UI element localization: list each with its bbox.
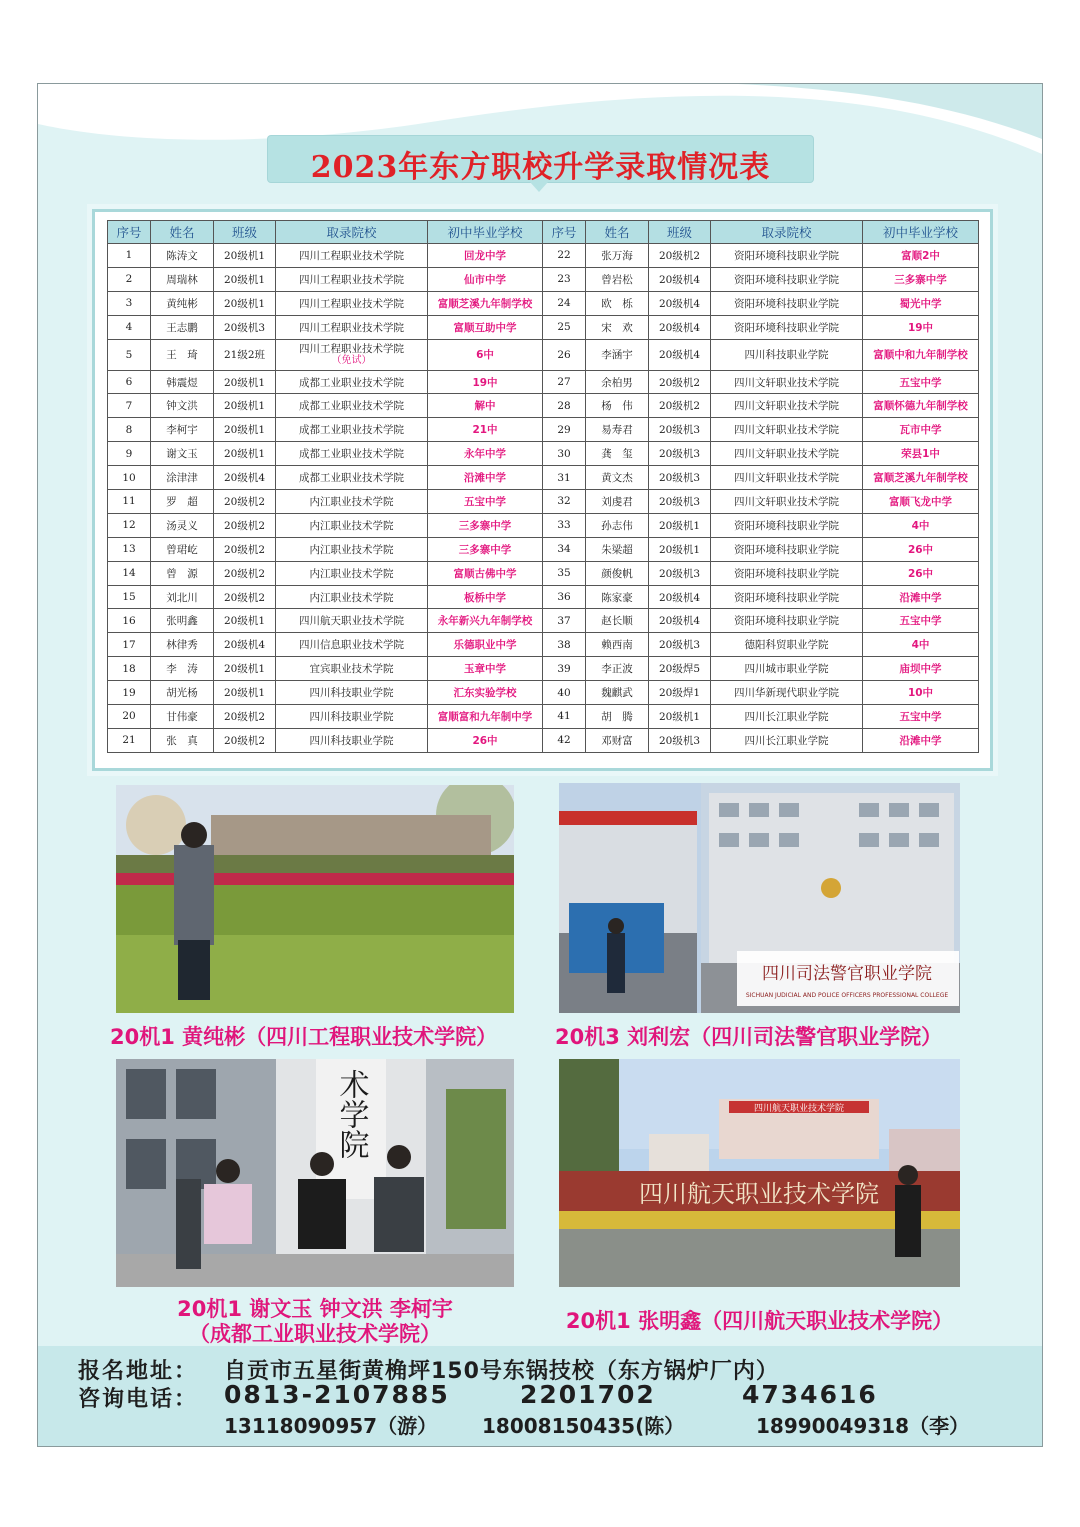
cell-name: 汤灵义	[151, 513, 214, 537]
cell-seq: 15	[108, 585, 151, 609]
cell-seq: 1	[108, 244, 151, 268]
cell-school: 荣县1中	[863, 442, 979, 466]
exam-free-note: （免试）	[331, 355, 372, 367]
cell-seq: 17	[108, 633, 151, 657]
cell-school: 26中	[428, 728, 543, 752]
cell-name: 魏麒武	[586, 681, 649, 705]
cell-name: 刘北川	[151, 585, 214, 609]
cell-name: 胡光杨	[151, 681, 214, 705]
cell-college: 内江职业技术学院	[276, 561, 428, 585]
cell-college: 成都工业职业技术学院	[276, 394, 428, 418]
caption-3b: （成都工业职业技术学院）	[189, 1322, 441, 1346]
cell-school: 五宝中学	[428, 490, 543, 514]
table-row	[108, 513, 979, 537]
p2-sign: 四川司法警官职业学院	[762, 964, 932, 984]
cell-seq: 36	[543, 585, 586, 609]
mobile-3: 18990049318（李）	[756, 1414, 970, 1438]
cell-seq: 37	[543, 609, 586, 633]
table-row	[108, 370, 979, 394]
table-row	[108, 315, 979, 339]
cell-school: 26中	[863, 561, 979, 585]
cell-seq: 31	[543, 466, 586, 490]
phone-3: 4734616	[742, 1380, 878, 1409]
page-title: 2023年东方职校升学录取情况表	[310, 150, 771, 185]
mobile-1: 13118090957（游）	[224, 1414, 438, 1438]
cell-school: 富顺芝溪九年制学校	[863, 466, 979, 490]
cell-seq: 20	[108, 705, 151, 729]
cell-school: 乐德职业中学	[428, 633, 543, 657]
cell-seq: 22	[543, 244, 586, 268]
cell-class: 20级机1	[214, 394, 276, 418]
cell-school: 富顺古佛中学	[428, 561, 543, 585]
cell-name: 黄纯彬	[151, 291, 214, 315]
cell-name: 孙志伟	[586, 513, 649, 537]
cell-college: 成都工业职业技术学院	[276, 370, 428, 394]
cell-class: 20级机4	[214, 633, 276, 657]
phone-1: 0813-2107885	[224, 1380, 450, 1409]
cell-school: 解中	[428, 394, 543, 418]
cell-seq: 23	[543, 267, 586, 291]
table-row	[108, 609, 979, 633]
cell-college: 四川华新现代职业学院	[711, 681, 863, 705]
cell-college	[276, 339, 428, 370]
col-seq: 序号	[543, 221, 586, 244]
title-banner	[268, 136, 813, 185]
cell-school: 永年新兴九年制学校	[428, 609, 543, 633]
table-row	[108, 561, 979, 585]
cell-school: 五宝中学	[863, 705, 979, 729]
cell-college: 四川文轩职业技术学院	[711, 418, 863, 442]
cell-name: 钟文洪	[151, 394, 214, 418]
cell-name: 张明鑫	[151, 609, 214, 633]
cell-seq: 26	[543, 339, 586, 370]
cell-class: 20级机4	[649, 585, 711, 609]
address-label: 报名地址：	[78, 1359, 199, 1384]
cell-college: 内江职业技术学院	[276, 490, 428, 514]
col-class: 班级	[214, 221, 276, 244]
cell-college: 四川文轩职业技术学院	[711, 466, 863, 490]
cell-class: 20级机3	[649, 442, 711, 466]
cell-college: 资阳环境科技职业学院	[711, 315, 863, 339]
cell-school: 蜀光中学	[863, 291, 979, 315]
cell-class: 20级机2	[649, 244, 711, 268]
cell-school: 汇东实验学校	[428, 681, 543, 705]
cell-name: 张万海	[586, 244, 649, 268]
cell-class: 20级机1	[214, 609, 276, 633]
admission-table	[107, 220, 979, 753]
cell-college: 四川城市职业学院	[711, 657, 863, 681]
cell-college: 四川科技职业学院	[276, 681, 428, 705]
cell-college: 四川工程职业技术学院	[276, 291, 428, 315]
cell-name: 曾 源	[151, 561, 214, 585]
cell-class: 20级机1	[214, 244, 276, 268]
cell-seq: 27	[543, 370, 586, 394]
cell-seq: 40	[543, 681, 586, 705]
cell-seq: 35	[543, 561, 586, 585]
cell-college: 四川科技职业学院	[276, 728, 428, 752]
cell-name: 杨 伟	[586, 394, 649, 418]
table-row	[108, 339, 979, 370]
cell-class: 20级机4	[649, 339, 711, 370]
cell-seq: 2	[108, 267, 151, 291]
cell-name: 林律秀	[151, 633, 214, 657]
col-name: 姓名	[586, 221, 649, 244]
cell-class: 20级机1	[214, 370, 276, 394]
cell-name: 李柯宇	[151, 418, 214, 442]
cell-name: 易寿君	[586, 418, 649, 442]
cell-seq: 34	[543, 537, 586, 561]
table-row	[108, 633, 979, 657]
cell-name: 王 琦	[151, 339, 214, 370]
photo-liu-lihong	[559, 783, 960, 1013]
cell-school: 富顺怀德九年制学校	[863, 394, 979, 418]
cell-class: 20级机4	[649, 267, 711, 291]
footer-contact	[38, 1346, 1042, 1446]
cell-college: 四川文轩职业技术学院	[711, 394, 863, 418]
cell-college: 四川工程职业技术学院	[276, 315, 428, 339]
cell-name: 韩震煜	[151, 370, 214, 394]
cell-school: 沿滩中学	[863, 585, 979, 609]
cell-college: 内江职业技术学院	[276, 513, 428, 537]
cell-class: 20级机3	[214, 315, 276, 339]
cell-name: 周瑞林	[151, 267, 214, 291]
cell-seq: 21	[108, 728, 151, 752]
cell-college: 资阳环境科技职业学院	[711, 561, 863, 585]
table-row	[108, 490, 979, 514]
cell-school: 庙坝中学	[863, 657, 979, 681]
cell-college: 资阳环境科技职业学院	[711, 585, 863, 609]
table-row	[108, 728, 979, 752]
cell-name: 王志鹏	[151, 315, 214, 339]
cell-class: 20级机2	[649, 370, 711, 394]
cell-class: 20级机1	[214, 681, 276, 705]
cell-school: 玉章中学	[428, 657, 543, 681]
cell-college: 资阳环境科技职业学院	[711, 537, 863, 561]
cell-class: 20级机2	[214, 728, 276, 752]
cell-class: 20级机3	[649, 490, 711, 514]
table-row	[108, 585, 979, 609]
photo-huang-chunbin	[116, 785, 514, 1013]
phone-2: 2201702	[520, 1380, 656, 1409]
cell-school: 仙市中学	[428, 267, 543, 291]
cell-college: 四川长江职业学院	[711, 705, 863, 729]
cell-name: 陈家豪	[586, 585, 649, 609]
photo-zhang-mingxin	[559, 1059, 960, 1287]
cell-school: 富顺2中	[863, 244, 979, 268]
table-row	[108, 418, 979, 442]
table-row	[108, 681, 979, 705]
cell-class: 21级2班	[214, 339, 276, 370]
caption-3a: 20机1 谢文玉 钟文洪 李柯宇	[177, 1297, 453, 1321]
photo-xie-zhong-li	[116, 1059, 514, 1287]
cell-school: 富顺富和九年制中学	[428, 705, 543, 729]
cell-school: 富顺互助中学	[428, 315, 543, 339]
cell-college: 四川科技职业学院	[711, 339, 863, 370]
col-college: 取录院校	[711, 221, 863, 244]
cell-school: 三多寨中学	[863, 267, 979, 291]
table-row	[108, 291, 979, 315]
cell-name: 甘伟豪	[151, 705, 214, 729]
cell-class: 20级机1	[214, 657, 276, 681]
cell-college: 成都工业职业技术学院	[276, 442, 428, 466]
cell-seq: 5	[108, 339, 151, 370]
col-school: 初中毕业学校	[863, 221, 979, 244]
cell-college: 资阳环境科技职业学院	[711, 513, 863, 537]
cell-class: 20级机4	[649, 609, 711, 633]
cell-seq: 42	[543, 728, 586, 752]
cell-seq: 16	[108, 609, 151, 633]
cell-class: 20级机2	[214, 561, 276, 585]
cell-college: 内江职业技术学院	[276, 585, 428, 609]
caption-1: 20机1 黄纯彬（四川工程职业技术学院）	[110, 1025, 498, 1049]
cell-school: 4中	[863, 633, 979, 657]
cell-school: 五宝中学	[863, 370, 979, 394]
p4-sign: 四川航天职业技术学院	[639, 1180, 879, 1208]
cell-class: 20级机2	[214, 537, 276, 561]
cell-college: 四川文轩职业技术学院	[711, 490, 863, 514]
cell-college: 成都工业职业技术学院	[276, 466, 428, 490]
cell-class: 20级机4	[649, 315, 711, 339]
cell-college: 资阳环境科技职业学院	[711, 244, 863, 268]
table-row	[108, 442, 979, 466]
cell-class: 20级机4	[649, 291, 711, 315]
cell-name: 刘虔君	[586, 490, 649, 514]
cell-name: 李正波	[586, 657, 649, 681]
cell-name: 颜俊帆	[586, 561, 649, 585]
cell-seq: 6	[108, 370, 151, 394]
cell-class: 20级机1	[214, 418, 276, 442]
cell-name: 陈涛文	[151, 244, 214, 268]
cell-college: 德阳科贸职业学院	[711, 633, 863, 657]
cell-college: 四川文轩职业技术学院	[711, 370, 863, 394]
table-row	[108, 537, 979, 561]
cell-seq: 24	[543, 291, 586, 315]
cell-seq: 9	[108, 442, 151, 466]
cell-school: 19中	[428, 370, 543, 394]
cell-name: 胡 腾	[586, 705, 649, 729]
cell-school: 6中	[428, 339, 543, 370]
cell-school: 4中	[863, 513, 979, 537]
cell-college: 四川文轩职业技术学院	[711, 442, 863, 466]
cell-seq: 8	[108, 418, 151, 442]
cell-school: 26中	[863, 537, 979, 561]
cell-school: 回龙中学	[428, 244, 543, 268]
cell-name: 谢文玉	[151, 442, 214, 466]
cell-college: 四川航天职业技术学院	[276, 609, 428, 633]
cell-name: 余柏男	[586, 370, 649, 394]
cell-seq: 25	[543, 315, 586, 339]
cell-name: 邓财富	[586, 728, 649, 752]
col-seq: 序号	[108, 221, 151, 244]
cell-school: 瓦市中学	[863, 418, 979, 442]
col-name: 姓名	[151, 221, 214, 244]
cell-seq: 28	[543, 394, 586, 418]
cell-name: 赵长顺	[586, 609, 649, 633]
cell-name: 张 真	[151, 728, 214, 752]
cell-school: 沿滩中学	[863, 728, 979, 752]
cell-college: 四川长江职业学院	[711, 728, 863, 752]
cell-class: 20级机1	[649, 513, 711, 537]
cell-college: 成都工业职业技术学院	[276, 418, 428, 442]
cell-school: 板桥中学	[428, 585, 543, 609]
cell-seq: 10	[108, 466, 151, 490]
cell-name: 宋 欢	[586, 315, 649, 339]
cell-class: 20级机3	[649, 633, 711, 657]
cell-seq: 13	[108, 537, 151, 561]
cell-name: 曾岩松	[586, 267, 649, 291]
cell-class: 20级机1	[214, 267, 276, 291]
table-row	[108, 657, 979, 681]
cell-seq: 19	[108, 681, 151, 705]
cell-seq: 33	[543, 513, 586, 537]
cell-school: 三多寨中学	[428, 537, 543, 561]
cell-class: 20级机2	[214, 585, 276, 609]
cell-seq: 32	[543, 490, 586, 514]
cell-seq: 38	[543, 633, 586, 657]
cell-college: 内江职业技术学院	[276, 537, 428, 561]
cell-name: 曾珺屹	[151, 537, 214, 561]
phone-label: 咨询电话：	[78, 1387, 199, 1412]
cell-class: 20级机1	[649, 705, 711, 729]
cell-seq: 3	[108, 291, 151, 315]
cell-school: 富顺中和九年制学校	[863, 339, 979, 370]
cell-college: 四川工程职业技术学院	[276, 267, 428, 291]
cell-class: 20级机2	[649, 394, 711, 418]
cell-class: 20级机4	[214, 466, 276, 490]
col-class: 班级	[649, 221, 711, 244]
cell-class: 20级机3	[649, 418, 711, 442]
cell-class: 20级焊1	[649, 681, 711, 705]
cell-seq: 30	[543, 442, 586, 466]
p2-sign-en: SICHUAN JUDICIAL AND POLICE OFFICERS PROFESSIONAL COLLEGE	[745, 992, 949, 999]
cell-college: 资阳环境科技职业学院	[711, 267, 863, 291]
col-school: 初中毕业学校	[428, 221, 543, 244]
cell-seq: 18	[108, 657, 151, 681]
cell-college: 四川科技职业学院	[276, 705, 428, 729]
cell-school: 10中	[863, 681, 979, 705]
table-row	[108, 705, 979, 729]
cell-class: 20级机3	[649, 561, 711, 585]
cell-name: 龚 玺	[586, 442, 649, 466]
cell-seq: 4	[108, 315, 151, 339]
cell-name: 罗 超	[151, 490, 214, 514]
p4-top: 四川航天职业技术学院	[753, 1104, 845, 1114]
cell-class: 20级机3	[649, 466, 711, 490]
col-college: 取录院校	[276, 221, 428, 244]
cell-seq: 39	[543, 657, 586, 681]
cell-college: 资阳环境科技职业学院	[711, 291, 863, 315]
cell-college: 宜宾职业技术学院	[276, 657, 428, 681]
cell-class: 20级机2	[214, 705, 276, 729]
cell-name: 李涵宇	[586, 339, 649, 370]
p3-sign: 术学院	[333, 1069, 369, 1159]
cell-school: 19中	[863, 315, 979, 339]
caption-4: 20机1 张明鑫（四川航天职业技术学院）	[565, 1309, 954, 1333]
cell-college: 资阳环境科技职业学院	[711, 609, 863, 633]
cell-college: 四川工程职业技术学院	[276, 244, 428, 268]
cell-college: 四川信息职业技术学院	[276, 633, 428, 657]
cell-school: 21中	[428, 418, 543, 442]
cell-name: 欧 栎	[586, 291, 649, 315]
cell-school: 三多寨中学	[428, 513, 543, 537]
cell-class: 20级机1	[214, 291, 276, 315]
caption-2: 20机3 刘利宏（四川司法警官职业学院）	[555, 1025, 943, 1049]
cell-class: 20级机3	[649, 728, 711, 752]
poster	[37, 83, 1043, 1447]
cell-seq: 41	[543, 705, 586, 729]
table-header-row	[108, 221, 979, 244]
mobile-2: 18008150435(陈）	[482, 1414, 685, 1438]
cell-seq: 29	[543, 418, 586, 442]
cell-school: 沿滩中学	[428, 466, 543, 490]
table-row	[108, 267, 979, 291]
cell-name: 朱梁超	[586, 537, 649, 561]
cell-class: 20级焊5	[649, 657, 711, 681]
cell-class: 20级机1	[214, 442, 276, 466]
cell-school: 富顺芝溪九年制学校	[428, 291, 543, 315]
cell-name: 涂津津	[151, 466, 214, 490]
table-row	[108, 394, 979, 418]
cell-class: 20级机1	[649, 537, 711, 561]
cell-school: 五宝中学	[863, 609, 979, 633]
table-row	[108, 466, 979, 490]
cell-name: 黄文杰	[586, 466, 649, 490]
cell-name: 李 涛	[151, 657, 214, 681]
cell-class: 20级机2	[214, 513, 276, 537]
cell-school: 富顺飞龙中学	[863, 490, 979, 514]
cell-name: 赖西南	[586, 633, 649, 657]
cell-seq: 12	[108, 513, 151, 537]
table-row	[108, 244, 979, 268]
cell-class: 20级机2	[214, 490, 276, 514]
address-text: 自贡市五星街黄桷坪150号东锅技校（东方锅炉厂内）	[224, 1359, 779, 1384]
cell-school: 永年中学	[428, 442, 543, 466]
cell-seq: 7	[108, 394, 151, 418]
admission-table-panel	[92, 209, 993, 771]
college-text: 四川工程职业技术学院	[299, 343, 404, 356]
cell-seq: 14	[108, 561, 151, 585]
cell-seq: 11	[108, 490, 151, 514]
